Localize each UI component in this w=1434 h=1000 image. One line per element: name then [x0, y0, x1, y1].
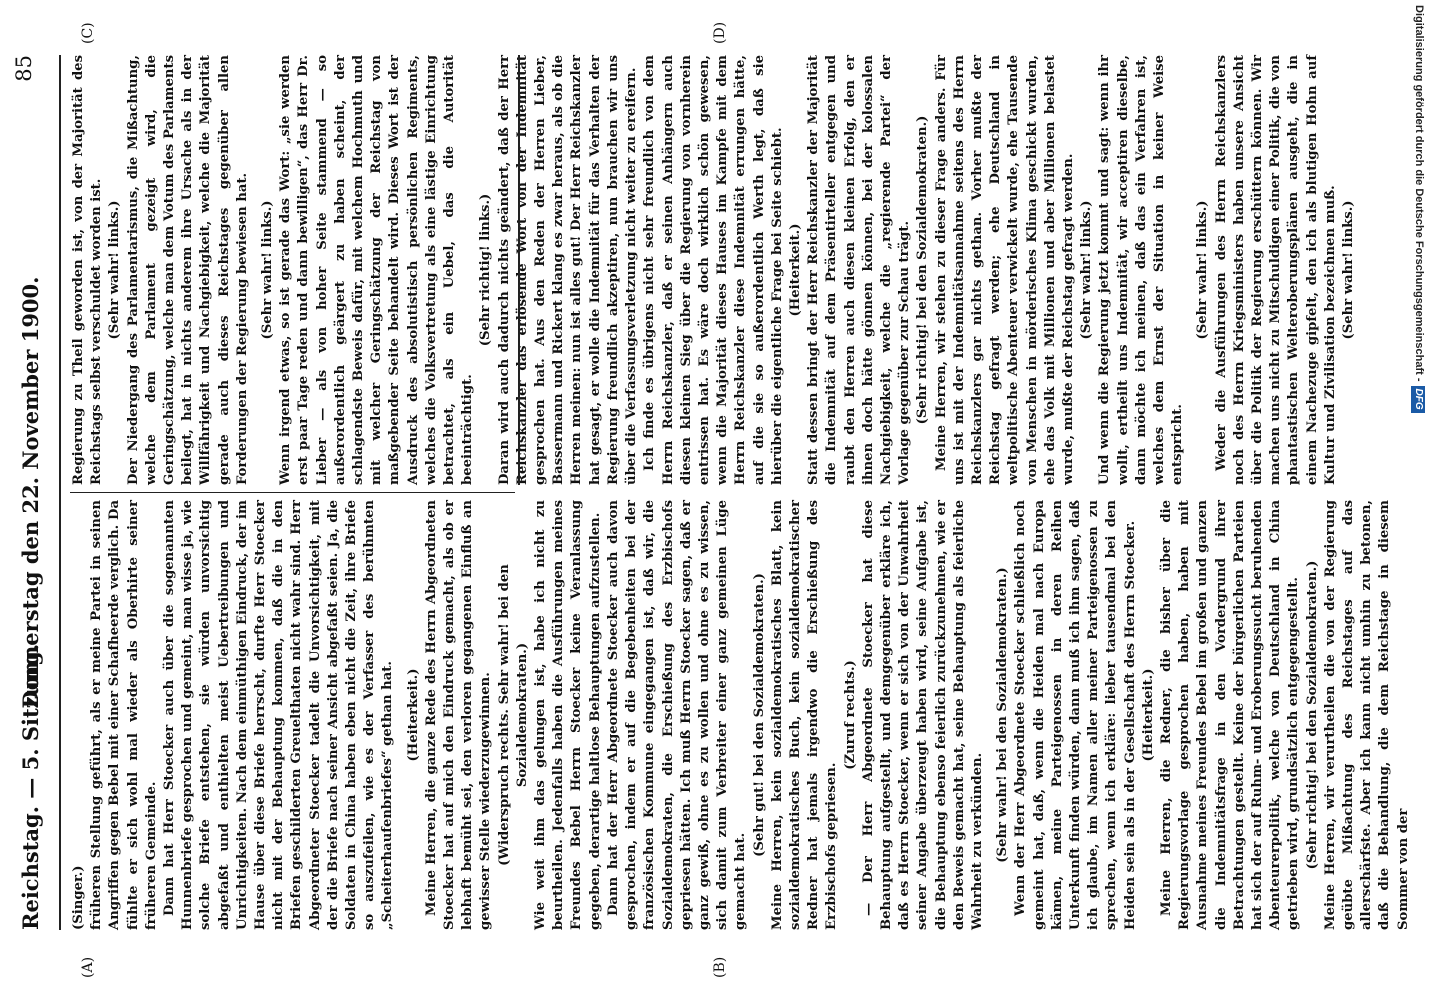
paragraph: Dann hat Herr Stoecker auch über die sogenannten Hunnenbriefe gesprochen und gemeint, man wisse ja, wie solche Briefe entstehen, sie würden unvorsichtig abgefaßt und enthielten meist Uebertreibungen und Unrichtigkeiten. Nach dem einmüthigen Eindruck, der im Hause über diese Briefe herrscht, durfte Herr Stoecker nicht mit der Behauptung kommen, daß die in den Briefen geschilderten Greuelthaten nicht wahr sind. Herr Abgeordneter Stoecker tadelt die Unvorsichtigkeit, mit der die Briefe nach seiner Ansicht abgefaßt seien. Ja, die Soldaten in China haben eben nicht die Zeit, ihre Briefe so auszufeilen, wie es der Verfasser des berühmten „Scheiterhaufenbriefes“ gethan hat.: [162, 500, 396, 930]
paragraph: (Sehr richtig! links.): [478, 193, 494, 347]
paragraph: (Sehr wahr! links.): [1341, 200, 1357, 340]
header-rule: [59, 55, 61, 930]
paragraph: Wenn der Herr Abgeordnete Stoecker schließlich noch gemeint hat, daß, wenn die Heiden mal nach Europa kämen, meine Parteigenossen in deren Reihen Unterkunft finden würden, dann muß ich ihm sagen, daß ich glaube, im Namen aller meiner Parteigenossen zu sprechen, wenn ich erkläre: lieber tausendmal bei den Heiden sein als in der Gesellschaft des Herrn Stoecker.: [1013, 500, 1138, 930]
paragraph: (Sehr wahr! links.): [1195, 200, 1211, 340]
paragraph: Regierung zu Theil geworden ist, von der Majorität des Reichstags selbst verschuldet worden ist.: [71, 55, 105, 485]
paragraph: Meine Herren, die Redner, die bisher über die Regierungsvorlage gesprochen haben, haben mit Ausnahme meines Freundes Bebel im großen und ganzen die Indemnitätsfrage in den Vordergrund ihrer Betrachtungen gestellt. Keine der bürgerlichen Parteien hat sich der auf Ruhm- und Eroberungssucht beruhenden Abenteurerpolitik, welche von Deutschland in China getrieben wird, grundsätzlich entgegengestellt.: [1158, 500, 1302, 930]
paragraph: (Heiterkeit.): [405, 668, 421, 762]
paragraph: Der Niedergang des Parlamentarismus, die Mißachtung, welche dem Parlament gezeigt wird, die Geringschätzung, welche man dem Votum des Parlaments beilegt, hat in nichts anderem ihre Ursache als in der Willfährigkeit und Nachgiebigkeit, welche die Majorität gerade auch dieses Reichstages gegenüber allen Forderungen der Regierung bewiesen hat.: [125, 55, 250, 485]
margin-marker-a: (A): [80, 956, 96, 978]
paragraph: (Sehr gut! bei den Sozialdemokraten.): [751, 573, 767, 857]
paragraph: Meine Herren, kein sozialdemokratisches Blatt, kein sozialdemokratisches Buch, kein sozialdemokratischer Redner hat jemals irgendwo die Erschießung des Erzbischofs gepriesen.: [769, 500, 840, 930]
paragraph: (Widerspruch rechts. Sehr wahr! bei den Sozialdemokraten.): [496, 564, 530, 866]
end-rule: [518, 55, 520, 485]
paragraph: — Der Herr Abgeordnete Stoecker hat diese Behauptung aufgestellt, und demgegenüber erkläre ich, daß es Herrn Stoecker, wenn er sich von der Unwahrheit seiner Angabe überzeugt haben wird, seine Aufgabe ist, die Behauptung ebenso feierlich zurückzunehmen, wie er den Beweis gemacht hat, seine Behauptung als feierliche Wahrheit zu verkünden.: [860, 500, 985, 930]
paragraph: (Heiterkeit.): [787, 223, 803, 317]
paragraph: Wenn irgend etwas, so ist gerade das Wort: „sie werden erst paar Tage reden und dann bewilligen“, das Herr Dr. Lieber — als von hoher Seite stammend — so außerordentlich geärgert zu haben scheint, der schlagendste Beweis dafür, mit welchem Hochmuth und mit welcher Geringschätzung der Reichstag von maßgebender Seite behandelt wird. Dieses Wort ist der Ausdruck des absolutistisch persönlichen Regiments, welches die Volksvertretung als eine lästige Einrichtung betrachtet, als ein Uebel, das die Autorität beeinträchtigt.: [278, 55, 476, 485]
page-number: 85: [12, 55, 36, 82]
paragraph: Und wenn die Regierung jetzt kommt und sagt: wenn ihr wollt, ertheilt uns Indemnität, wir acceptiren dieselbe, dann möchte ich meinen, daß das ein Verfahren ist, welches dem Ernst der Situation in keiner Weise entspricht.: [1097, 55, 1186, 485]
paragraph: (Zuruf rechts.): [842, 660, 858, 770]
left-column: [70, 500, 1411, 930]
dfg-logo: DFG: [1411, 386, 1425, 413]
paragraph: (Sehr wahr! links.): [1079, 200, 1095, 340]
paragraph: Ich finde es übrigens nicht sehr freundlich von dem Herrn Reichskanzler, daß er seinen Anhängern auch diesen kleinen Sieg über die Regierung von vornherein entrissen hat. Es wäre doch wirklich schön gewesen, wenn die Majorität dieses Hauses im Kampfe mit dem Herrn Reichskanzler diese Indemnität errungen hätte, auf die sie so außerordentlich Werth legt, daß sie hierüber die eigentliche Frage bei Seite schiebt.: [642, 55, 785, 485]
column-divider: [70, 492, 515, 493]
paragraph: (Sehr wahr! links.): [260, 200, 276, 340]
paragraph: (Sehr wahr! links.): [107, 200, 123, 340]
margin-marker-d: (D): [712, 21, 728, 44]
paragraph: (Sehr richtig! bei den Sozialdemokraten.): [915, 115, 931, 425]
paragraph: Meine Herren, wir stehen zu dieser Frage anders. Für uns ist mit der Indemnitätsannahme seitens des Herrn Reichskanzlers gar nichts gethan. Vorher mußte der Reichstag gefragt werden; ehe Deutschland in weltpolitische Abenteuer verwickelt wurde, ehe Tausende von Menschen in mörderisches Klima geschickt wurden, ehe das Volk mit Millionen und aber Millionen belastet wurde, mußte der Reichstag gefragt werden.: [933, 55, 1076, 485]
credit-text: Digitalisierung gefördert durch die Deutsche Forschungsgemeinschaft -: [1413, 5, 1425, 382]
paragraph: Wie weit ihm das gelungen ist, habe ich nicht zu beurtheilen. Jedenfalls haben die Ausführungen meines Freundes Bebel Herrn Stoecker keine Veranlassung gegeben, derartige haltlose Behauptungen aufzustellen.: [533, 500, 603, 930]
paragraph: (Sehr richtig! bei den Sozialdemokraten.): [1304, 560, 1320, 870]
paragraph: Meine Herren, die ganze Rede des Herrn Abgeordneten Stoecker hat auf mich den Eindruck gemacht, als ob er lebhaft bemüht sei, den verloren gegangenen Einfluß an gewisser Stelle wiederzugewinnen.: [423, 500, 494, 930]
paragraph: (Heiterkeit.): [1140, 668, 1156, 762]
paragraph: Dann hat der Herr Abgeordnete Stoecker auch davon gesprochen, indem er auf die Begebenheiten bei der französischen Kommune eingegangen ist, daß wir, die Sozialdemokraten, die Erschießung des Erzbischofs gepriesen hätten. Ich muß Herrn Stoecker sagen, daß er ganz gewiß, ohne es zu wollen und ohne es zu wissen, sich damit zum Verbreiter einer ganz gemeinen Lüge gemacht hat.: [605, 500, 749, 930]
digitization-credit: [1408, 5, 1430, 995]
page-header: [4, 55, 64, 930]
paragraph: Weder die Ausführungen des Herrn Reichskanzlers noch des Herrn Kriegsministers haben unsere Ansicht über die Politik der Regierung erschüttern können. Wir machen uns nicht zu Mitschuldigen einer Politik, die von phantastischen Welteroberungsplänen ausgeht, die in einem Nachezuge gipfelt, den ich als blutigen Hohn auf Kultur und Zivilisation bezeichnen muß.: [1213, 55, 1338, 485]
paragraph: Meine Herren, wir verurtheilen die von der Regierung geübte Mißachtung des Reichstages auf das allerschärfste. Aber ich kann nicht umhin zu betonen, daß die Behandlung, die dem Reichstage in diesem Sommer von der: [1322, 500, 1411, 930]
paragraph: früheren Stellung geführt, als er meine Partei in seinen Angriffen gegen Bebel mit einer Schafheerde verglich. Da fühlte er sich wohl mal wieder als Oberhirte seiner früheren Gemeinde.: [89, 500, 159, 930]
header-center: Donnerstag den 22. November 1900.: [18, 276, 43, 709]
margin-marker-c: (C): [80, 22, 96, 44]
paragraph: (Sehr wahr! bei den Sozialdemokraten.): [995, 567, 1011, 863]
text-columns: [70, 55, 1411, 930]
paragraph: Daran wird auch dadurch nichts geändert, daß der Herr Reichskanzler das erlösende Wort von der Indemnität gesprochen hat. Aus den Reden der Herren Lieber, Bassermann und Rickert klang es zwar heraus, als ob die Herren meinen: nun ist alles gut! Der Herr Reichskanzler hat gesagt, er wolle die Indemnität für das Verhalten der Regierung freundlich akzeptiren, nun brauchen wir uns über die Verfassungsverletzung nicht weiter zu ereifern.: [496, 55, 640, 485]
paragraph: (Singer.): [71, 865, 86, 930]
paragraph: Statt dessen bringt der Herr Reichskanzler der Majorität die Indemnität auf dem Präsentirteller entgegen und raubt den Herren auch diesen kleinen Erfolg, den er ihnen doch hätte gönnen können, bei der kolossalen Nachgiebigkeit, welche die „regierende Partei“ der Vorlage gegenüber zur Schau trägt.: [806, 55, 913, 485]
header-left: Reichstag. — 5. Sitzung.: [18, 643, 43, 930]
margin-marker-b: (B): [712, 956, 728, 978]
right-column: [70, 55, 1357, 485]
